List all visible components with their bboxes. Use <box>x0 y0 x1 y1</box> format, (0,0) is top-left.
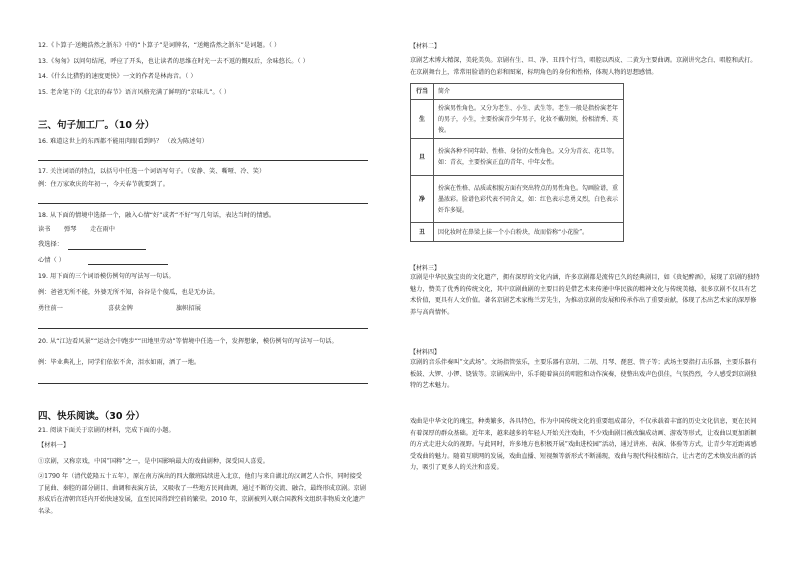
role-dan-desc: 扮演各种不同年龄、性格、身份的女性角色。又分为青衣、花旦等。如：青衣，主要扮演正直的青年、中年女性。 <box>434 139 624 176</box>
question-19-example: 例：爸爸无所不能，外婆无所不知，谷谷是个傻瓜，也是无办法。 <box>38 289 219 296</box>
answer-line-17[interactable] <box>38 203 368 204</box>
table-row <box>411 223 624 242</box>
q19-word-2: 喜获金牌 <box>108 305 133 312</box>
question-18: 18. 从下面的情境中选择一个，融入心情“好”或者“不好”写几句话，表达当时的情感。 <box>38 212 276 219</box>
role-dan: 旦 <box>411 139 434 176</box>
question-13: 13.《匆匆》以问句结尾，呼应了开头，也让读者的思维在时光一去不返的慨叹后，余味悠长。（ ） <box>38 58 309 65</box>
table-header-role: 行当 <box>411 84 434 100</box>
role-jing-desc: 扮演在性格、品质或相貌方面有突出特点的男性角色。勾画脸谱，重墨浓彩。脸谱色彩代表不同含义，如：红色表示忠勇义烈，白色表示奸诈多疑。 <box>434 176 624 223</box>
material-1-para-1: ①京剧，又称京戏，中国“国粹”之一，是中国影响最大的戏曲剧种，深受国人喜爱。 <box>38 458 269 465</box>
roles-table <box>410 83 624 242</box>
material-3-label: 【材料三】 <box>410 265 441 272</box>
question-16: 16. 难道这世上的东西都不能用肉眼看到吗？ （改为陈述句） <box>38 138 208 145</box>
question-12: 12.《卜算子·送鲍浩然之浙东》中的“卜算子”是词牌名，“送鲍浩然之浙东”是词题。（ ） <box>38 42 281 49</box>
material-1-label: 【材料一】 <box>38 442 70 449</box>
answer-line-16[interactable] <box>38 160 368 161</box>
question-15: 15. 老舍笔下的《北京的春节》语言风格充满了鲜明的“京味儿”。（ ） <box>38 89 231 96</box>
table-row <box>411 176 624 223</box>
role-sheng: 生 <box>411 100 434 139</box>
question-19: 19. 用下面的三个词语模仿例句的写法写一句话。 <box>38 273 175 280</box>
material-2-label: 【材料二】 <box>410 43 441 50</box>
material-5-text: 戏曲是中华文化的瑰宝，种类繁多，各具特色，作为中国传统文化的重要组成部分，不仅承载着丰富的历史文化信息，更在民间有着深厚的群众基础。近年来，越来越多的年轻人开始关注戏曲，不少戏曲剧目被改编成动画、游戏等形式，让戏曲以更加新颖的方式走进大众的视野。与此同时，许多地方也积极开展“戏曲进校园”活动，通过讲座、表演、体验等方式，让青少年近距离感受戏曲的魅力。随着互联网的发展，戏曲直播、短视频等新形式不断涌现，戏曲与现代科技相结合，让古老的艺术焕发出新的活力，吸引了更多人的关注和喜爱。 <box>410 418 757 472</box>
answer-line-20[interactable] <box>38 383 368 384</box>
role-jing: 净 <box>411 176 434 223</box>
table-row <box>411 84 624 100</box>
question-14: 14.《什么比猎豹的速度更快》一文的作者是林海音。（ ） <box>38 73 197 80</box>
section-4-heading: 四、快乐阅读。（30 分） <box>38 411 145 422</box>
table-row <box>411 139 624 176</box>
question-21: 21. 阅读下面关于京剧的材料，完成下面的小题。 <box>38 427 175 434</box>
role-chou: 丑 <box>411 223 434 242</box>
q18-pick-blank[interactable] <box>68 249 146 250</box>
question-20-example: 例：毕业典礼上，同学们依依不舍，泪水如雨，洒了一地。 <box>38 359 201 366</box>
q19-word-3: 旗帜招展 <box>176 305 201 312</box>
question-17: 17. 关注词语的特点，以括号中任选一个词语写句子。（安静、笑、嘶哑、冷、笑） <box>38 168 266 175</box>
section-3-heading: 三、句子加工厂。（10 分） <box>38 120 155 131</box>
q18-mood-blank[interactable] <box>88 264 168 265</box>
q19-word-1: 勇往前一 <box>38 305 63 312</box>
q18-mood-label: 心情（ ） <box>38 257 65 264</box>
q18-pick-label: 我选择： <box>38 241 63 248</box>
q18-option-3: 走在雨中 <box>90 226 115 233</box>
material-2-intro: 京剧艺术博大精深，美轮美奂。京剧有生、旦、净、丑四个行当，唱腔以西皮、二黄为主要曲调。京剧讲究念白、唱腔和武打。在京剧舞台上，常常用脸谱的色彩和图案，标明角色的身份和性格，体现人物的思想感情。 <box>410 57 757 76</box>
question-20: 20. 从“江边看风景”“运动会中跑步”“田地里劳动”等情境中任选一个，发挥想象，模仿例句的写法写一句话。 <box>38 338 338 345</box>
material-4-text: 京剧的音乐伴奏叫“文武场”。文场指管弦乐，主要乐器有京胡、二胡、月琴、琵琶、管子等；武场主要指打击乐器，主要乐器有板鼓、大锣、小锣、铙钹等。京剧演出中，乐手随着演员的唱腔和动作演奏，使整出戏声色俱佳，气氛热烈，令人感受到京剧独特的艺术魅力。 <box>410 359 757 390</box>
question-17-example: 例：住万家欢庆的年初一，今天春节就要到了。 <box>38 181 169 188</box>
material-3-text: 京剧是中华民族宝贵的文化遗产，拥有深厚的文化内涵，许多京剧都是流传已久的经典剧目，如《贵妃醉酒》，展现了京剧的独特魅力，赞美了优秀的传统文化，其中京剧曲剧的主要目的是借艺术来传递中华民族的精神文化与传统美德，很多京剧不仅具有艺术价值，更具有人文价值。著名京剧艺术家梅兰芳先生，为推动京剧的发展和传承作出了重要贡献，体现了杰出艺术家的深厚修养与高尚情怀。 <box>410 274 760 316</box>
material-4-label: 【材料四】 <box>410 349 441 356</box>
table-row <box>411 100 624 139</box>
table-header-intro: 简介 <box>434 84 624 100</box>
role-chou-desc: 因化妆时在鼻梁上抹一个小白粉块，故而俗称“小花脸”。 <box>434 223 624 242</box>
material-1-para-2: ②1790 年（清代乾隆五十五年），原在南方演出的四大徽班陆续进入北京，他们与来自湖北的汉调艺人合作，同时接受了昆曲、秦腔的部分剧目、曲调和表演方法，又吸收了一些地方民间曲调，通过不断的交流、融合，最终形成京剧。京剧形成后在清朝宫廷内开始快速发展，直至民国得到空前的繁荣。2010 年，京剧被列入联合国教科文组织非物质文化遗产名录。 <box>38 473 366 515</box>
role-sheng-desc: 扮演男性角色。又分为老生、小生、武生等。老生一般是指扮演老年的男子，小生，主要扮演青少年男子，化妆不戴胡须，扮相清秀、英俊。 <box>434 100 624 139</box>
answer-line-19[interactable] <box>38 328 368 329</box>
q18-option-1: 读书 <box>38 226 51 233</box>
q18-option-2: 弹琴 <box>64 226 77 233</box>
